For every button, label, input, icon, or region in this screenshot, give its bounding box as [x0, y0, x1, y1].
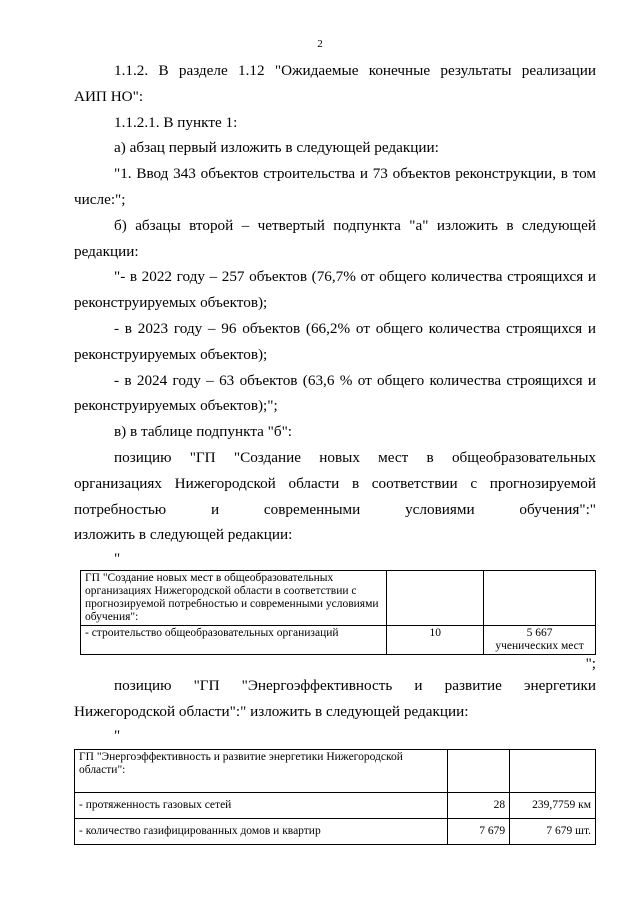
paragraph-10-end: изложить в следующей редакции:	[74, 526, 293, 544]
table-2-row-value: 239,7759 км	[510, 792, 596, 818]
table-2-empty-cell	[510, 749, 596, 792]
table-1-row-count: 10	[387, 626, 484, 655]
table-1	[80, 570, 596, 655]
table-1-header-row	[81, 571, 596, 626]
table-row	[75, 792, 596, 818]
table-1-empty-cell	[387, 571, 484, 626]
paragraph-11: позицию "ГП "Энергоэффективность и развитие энергетики Нижегородской области":" изложить в следующей редакции:	[74, 677, 596, 720]
table-row	[81, 626, 596, 655]
page-number: 2	[317, 38, 323, 50]
table-1-header-cell: ГП "Создание новых мест в общеобразовательных организациях Нижегородской области в соответствии с прогнозируемой потребностью и современными условиями обучения":	[81, 571, 387, 626]
table-2-row-count: 7 679	[448, 818, 510, 844]
paragraph-1-line-2: АИП НО":	[74, 87, 144, 105]
open-quote-2: "	[114, 726, 121, 744]
close-quote-1: ";	[585, 655, 596, 673]
table-2-row-label: - количество газифицированных домов и квартир	[75, 818, 448, 844]
table-2-empty-cell	[448, 749, 510, 792]
table-2-header-cell: ГП "Энергоэффективность и развитие энергетики Нижегородской области":	[75, 749, 448, 792]
table-2-row-label: - протяженность газовых сетей	[75, 792, 448, 818]
paragraph-10: позицию "ГП "Создание новых мест в общеобразовательных организациях Нижегородской области в соответствии с прогнозируемой потребностью и современными условиями обучения":"	[74, 448, 596, 518]
paragraph-3: а) абзац первый изложить в следующей редакции:	[114, 139, 439, 157]
paragraph-6: "- в 2022 году – 257 объектов (76,7% от общего количества строящихся и реконструируемых объектов);	[74, 268, 596, 312]
table-1-empty-cell	[484, 571, 596, 626]
table-2-row-count: 28	[448, 792, 510, 818]
table-1-row-label: - строительство общеобразовательных организаций	[81, 626, 387, 655]
table-2	[74, 749, 596, 845]
paragraph-2: 1.1.2.1. В пункте 1:	[114, 113, 238, 131]
table-2-header-row	[75, 749, 596, 792]
table-1-row-value-unit: ученических мест	[495, 640, 584, 653]
table-1-row-value-number: 5 667	[526, 627, 553, 640]
paragraph-8: - в 2024 году – 63 объектов (63,6 % от общего количества строящихся и реконструируемых объектов);";	[74, 371, 596, 415]
paragraph-5: б) абзацы второй – четвертый подпункта "а" изложить в следующей редакции:	[74, 216, 596, 260]
paragraph-7: - в 2023 году – 96 объектов (66,2% от общего количества строящихся и реконструируемых объектов);	[74, 319, 596, 363]
table-2-row-value: 7 679 шт.	[510, 818, 596, 844]
paragraph-9: в) в таблице подпункта "б":	[114, 423, 293, 441]
table-row	[75, 818, 596, 844]
open-quote-1: "	[114, 550, 121, 568]
paragraph-4: "1. Ввод 343 объектов строительства и 73 объектов реконструкции, в том числе:";	[74, 165, 596, 208]
paragraph-1-line-1: 1.1.2. В разделе 1.12 "Ожидаемые конечные результаты реализации	[114, 62, 596, 79]
table-1-row-value	[484, 626, 596, 655]
document-body	[74, 58, 596, 845]
